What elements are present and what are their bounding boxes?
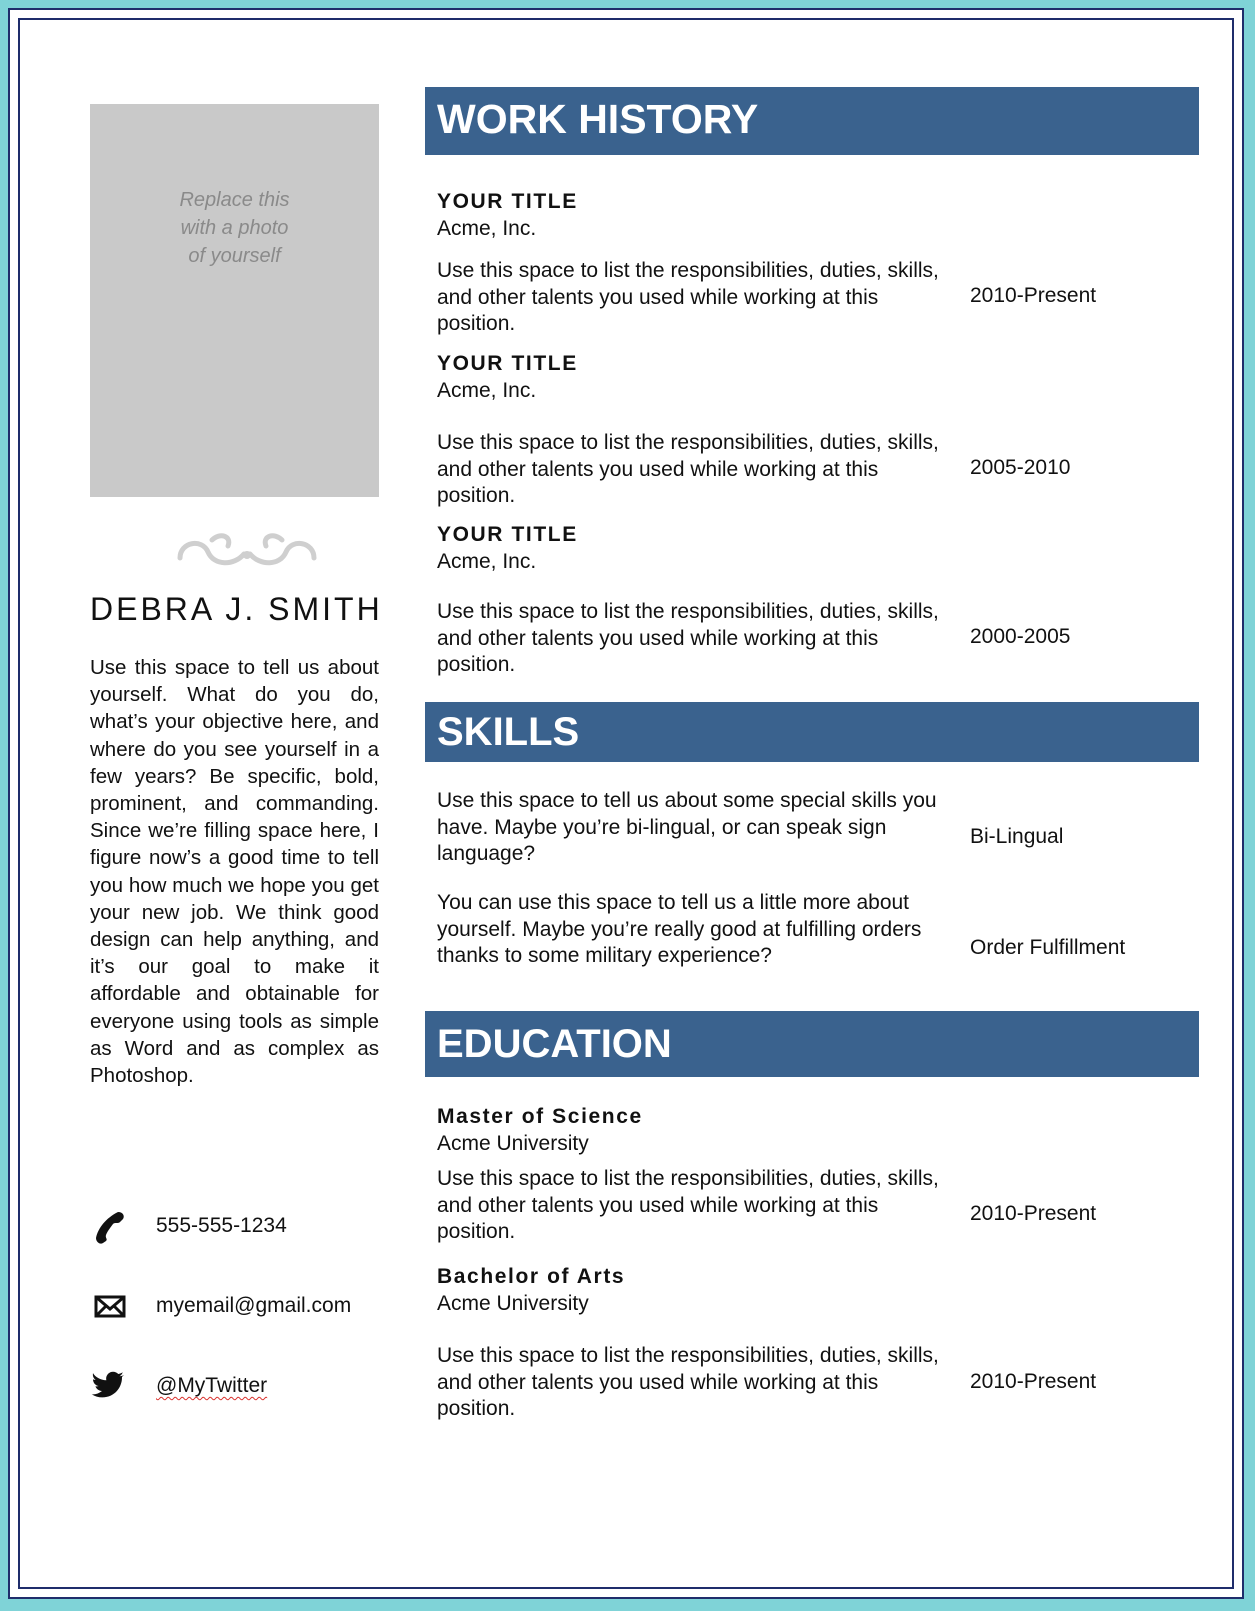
job-dates: 2005-2010 — [970, 456, 1071, 479]
degree-description: Use this space to list the responsibilities, duties, skills, and other talents you used while working at this position. — [437, 1167, 939, 1243]
job-company: Acme, Inc. — [437, 379, 537, 402]
degree-dates: 2010-Present — [970, 1370, 1097, 1393]
photo-text-line: Replace this — [179, 189, 290, 211]
work-history-header — [425, 87, 1199, 155]
email-address[interactable]: myemail@gmail.com — [156, 1294, 352, 1317]
education-header — [425, 1011, 1199, 1077]
degree-dates: 2010-Present — [970, 1202, 1097, 1225]
education-title: EDUCATION — [437, 1022, 672, 1066]
job-description: Use this space to list the responsibilities, duties, skills, and other talents you used while working at this position. — [437, 431, 939, 507]
skills-header — [425, 702, 1199, 762]
degree-title: Bachelor of Arts — [437, 1265, 626, 1288]
candidate-name: DEBRA J. SMITH — [90, 591, 383, 627]
skill-label: Order Fulfillment — [970, 936, 1126, 959]
degree-description: Use this space to list the responsibilities, duties, skills, and other talents you used while working at this position. — [437, 1344, 939, 1420]
photo-placeholder[interactable] — [90, 104, 379, 497]
skill-description: You can use this space to tell us a little more about yourself. Maybe you’re really good at fulfilling orders thanks to some military experience? — [437, 891, 922, 967]
phone-number[interactable]: 555-555-1234 — [156, 1214, 287, 1237]
job-dates: 2010-Present — [970, 284, 1097, 307]
degree-title: Master of Science — [437, 1105, 643, 1128]
school-name: Acme University — [437, 1292, 589, 1315]
twitter-bird-icon — [90, 1366, 130, 1406]
twitter-handle[interactable]: @MyTwitter — [156, 1374, 268, 1397]
job-title: YOUR TITLE — [437, 523, 578, 546]
work-history-title: WORK HISTORY — [437, 96, 759, 142]
about-paragraph: Use this space to tell us about yourself. What do you do, what’s your objective here, and where do you see yourself in a few years? Be specific, bold, prominent, and commanding. Since we’re filling space here, I figure now’s a good time to tell you how much we hope you get your new job. We think good design can help anything, and it’s our goal to make it affordable and obtainable for everyone using tools as simple as Word and as complex as Photoshop. — [90, 656, 379, 1088]
phone-icon — [90, 1206, 130, 1246]
flourish-ornament-icon — [172, 528, 322, 576]
photo-text-line: of yourself — [188, 245, 281, 267]
job-company: Acme, Inc. — [437, 550, 537, 573]
skills-title: SKILLS — [437, 710, 580, 754]
contact-twitter — [90, 1366, 390, 1406]
skill-label: Bi-Lingual — [970, 825, 1064, 848]
resume-page — [8, 8, 1244, 1599]
photo-placeholder-text — [90, 186, 379, 270]
job-title: YOUR TITLE — [437, 190, 578, 213]
job-company: Acme, Inc. — [437, 217, 537, 240]
job-description: Use this space to list the responsibilities, duties, skills, and other talents you used while working at this position. — [437, 259, 939, 335]
skill-description: Use this space to tell us about some special skills you have. Maybe you’re bi-lingual, or can speak sign language? — [437, 789, 937, 865]
envelope-icon — [90, 1286, 130, 1326]
job-title: YOUR TITLE — [437, 352, 578, 375]
job-description: Use this space to list the responsibilities, duties, skills, and other talents you used while working at this position. — [437, 600, 939, 676]
contact-phone — [90, 1206, 390, 1246]
school-name: Acme University — [437, 1132, 589, 1155]
contact-email — [90, 1286, 390, 1326]
photo-text-line: with a photo — [180, 217, 289, 239]
job-dates: 2000-2005 — [970, 625, 1071, 648]
